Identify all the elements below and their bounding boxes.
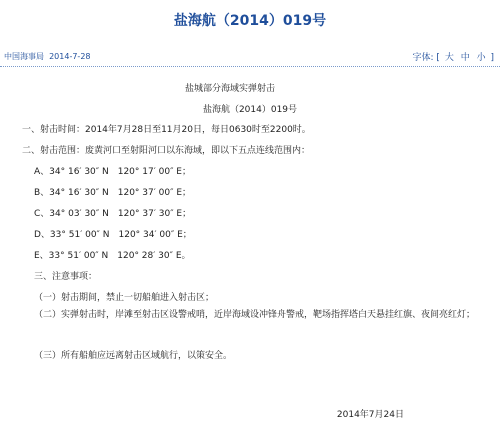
coordinate-point-c: C、34° 03′ 30″ N 120° 37′ 30″ E； (34, 209, 192, 219)
coordinate-point-b: B、34° 16′ 30″ N 120° 37′ 00″ E； (34, 188, 192, 198)
notice-heading: 盐城部分海域实弹射击 (184, 84, 275, 94)
note-item-3: （三）所有船舶应远离射击区域航行，以策安全。 (34, 351, 233, 361)
coordinate-point-a: A、34° 16′ 30″ N 120° 17′ 00″ E； (34, 167, 191, 177)
font-size-small-button[interactable]: 小 (476, 53, 486, 63)
section-notes: 三、注意事项： (34, 272, 98, 282)
notice-number: 盐海航（2014）019号 (202, 105, 298, 115)
page-title: 盐海航（2014）019号 (173, 13, 327, 29)
publish-date: 2014-7-28 (49, 52, 91, 61)
close-bracket: ] (490, 53, 494, 63)
font-size-label: 字体: (412, 53, 434, 63)
font-size-medium-button[interactable]: 中 (460, 53, 470, 63)
font-size-large-button[interactable]: 大 (444, 53, 454, 63)
meta-source (4, 51, 91, 62)
note-item-1: （一）射击期间，禁止一切船舶进入射击区； (34, 293, 215, 303)
section-range: 二、射击范围：废黄河口至射阳河口以东海域，即以下五点连线范围内： (22, 146, 311, 156)
source-name: 中国海事局 (4, 52, 44, 61)
meta-bar (0, 46, 500, 67)
section-time: 一、射击时间：2014年7月28日至11月20日，每日0630时至2200时。 (22, 125, 311, 135)
coordinate-point-d: D、33° 51′ 00″ N 120° 34′ 00″ E； (34, 230, 192, 240)
signature-date: 2014年7月24日 (336, 410, 404, 420)
coordinate-point-e: E、33° 51′ 00″ N 120° 28′ 30″ E。 (34, 251, 191, 261)
note-item-2: （二）实弹射击时，岸滩至射击区设警戒哨，近岸海域设冲锋舟警戒，靶场指挥塔白天悬挂红旗、夜间亮红灯； (34, 310, 476, 320)
open-bracket: [ (436, 53, 440, 63)
font-size-selector (413, 50, 495, 63)
